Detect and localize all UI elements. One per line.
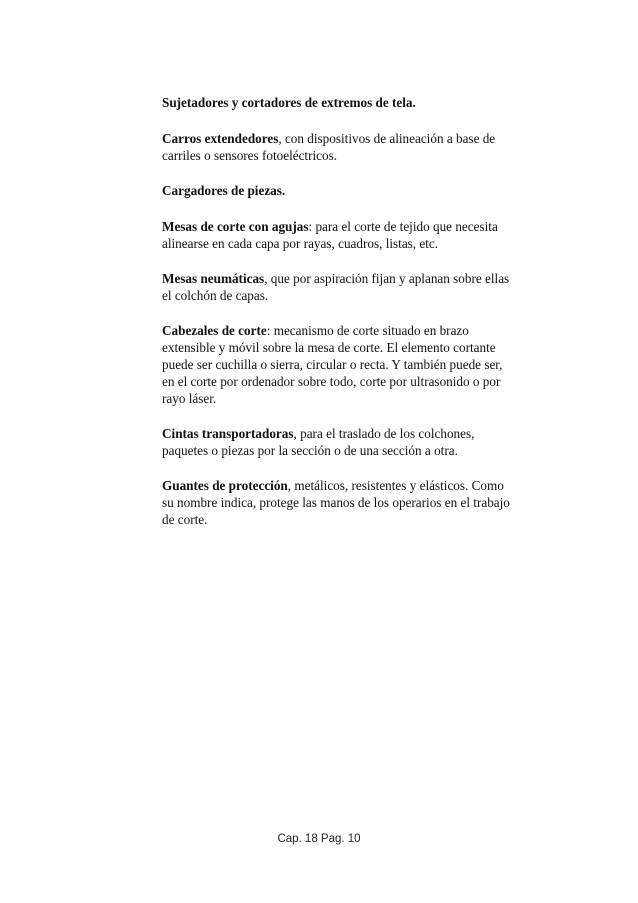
paragraph-conveyor-belts [162,425,518,459]
paragraph-text: : para el corte de tejido que necesita alinearse en cada capa por rayas, cuadros, listas, etc. [162,219,498,251]
paragraph-text: , metálicos, resistentes y elásticos. Como su nombre indica, protege las manos de los operarios en el trabajo de corte. [162,478,510,527]
paragraph-text: , con dispositivos de alineación a base de carriles o sensores fotoeléctricos. [162,131,496,163]
paragraph-cutting-heads [162,322,518,407]
paragraph-text: , para el traslado de los colchones, paquetes o piezas por la sección o de una sección a otra. [162,426,475,458]
paragraph-text: : mecanismo de corte situado en brazo extensible y móvil sobre la mesa de corte. El elemento cortante puede ser cuchilla o sierra, circular o recta. Y también puede ser, en el corte por ordenador sobre todo, corte por ultrasonido o por rayo láser. [162,323,503,406]
paragraph-term: Guantes de protección [162,478,288,493]
paragraph-term: Mesas neumáticas [162,271,265,286]
paragraph-piece-loaders [162,182,518,199]
paragraph-text: , que por aspiración fijan y aplanan sobre ellas el colchón de capas. [162,271,510,303]
paragraph-protective-gloves [162,477,518,528]
page-footer: Cap. 18 Pag. 10 [277,833,361,845]
paragraph-term: Cabezales de corte [162,323,267,338]
paragraph-term: Sujetadores y cortadores de extremos de tela. [162,95,416,110]
paragraph-term: Cintas transportadoras [162,426,294,441]
paragraph-term: Carros extendedores [162,131,279,146]
paragraph-pneumatic-tables [162,270,518,304]
document-body [162,94,518,546]
paragraph-spreading-carts [162,130,518,164]
paragraph-term: Cargadores de piezas. [162,183,286,198]
paragraph-needle-tables [162,218,518,252]
paragraph-fasteners [162,94,518,111]
paragraph-term: Mesas de corte con agujas [162,219,309,234]
